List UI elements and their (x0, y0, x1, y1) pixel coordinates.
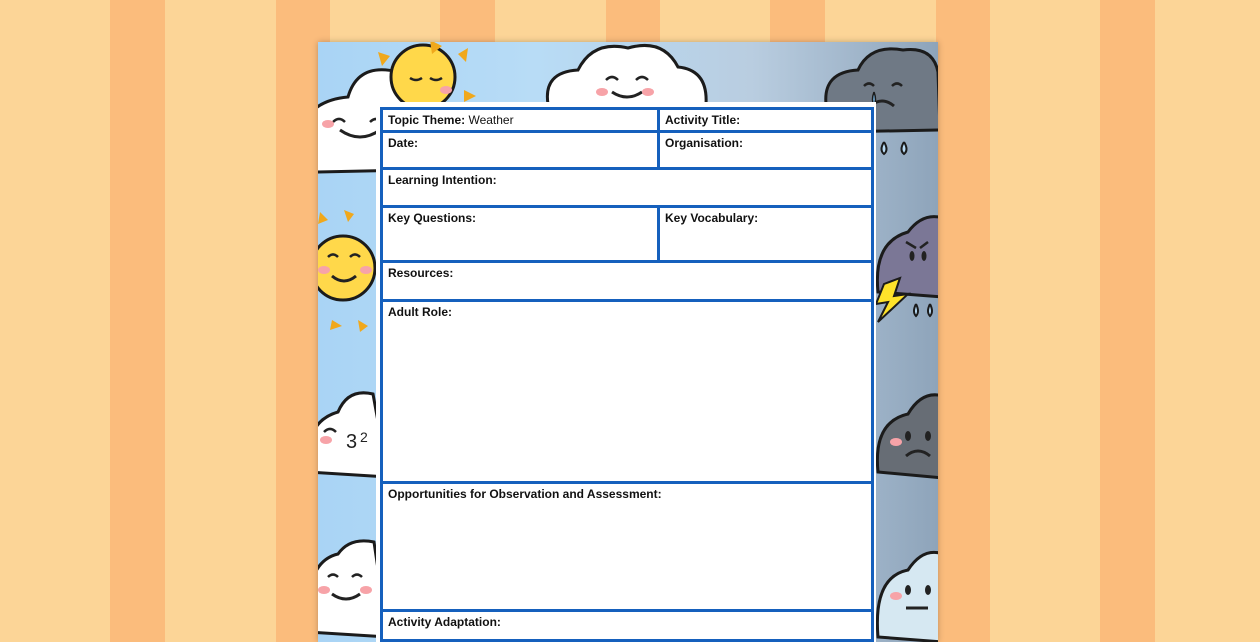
organisation-field[interactable] (657, 130, 874, 170)
sad-storm-cloud-icon (877, 395, 938, 478)
topic-theme-label: Topic Theme: (388, 113, 466, 127)
resources-label: Resources: (388, 266, 454, 280)
observation-assessment-label: Opportunities for Observation and Assessment: (388, 487, 662, 501)
key-vocabulary-label: Key Vocabulary: (665, 211, 759, 225)
date-label: Date: (388, 136, 419, 150)
key-questions-label: Key Questions: (388, 211, 477, 225)
activity-adaptation-label: Activity Adaptation: (388, 615, 501, 629)
adult-role-field[interactable] (380, 299, 874, 484)
observation-assessment-field[interactable] (380, 481, 874, 612)
resources-field[interactable] (380, 260, 874, 302)
adult-role-label: Adult Role: (388, 305, 452, 319)
smiling-sun-icon (318, 210, 375, 332)
key-vocabulary-field[interactable] (657, 205, 874, 263)
activity-planner-form (376, 102, 876, 642)
topic-theme-value: Weather (468, 113, 514, 127)
learning-intention-field[interactable] (380, 167, 874, 208)
svg-text:3: 3 (346, 431, 358, 453)
activity-title-label: Activity Title: (665, 113, 741, 127)
date-field[interactable] (380, 130, 660, 170)
smiling-cloud-icon (547, 45, 706, 104)
smiling-cloud-icon (877, 552, 938, 642)
learning-intention-label: Learning Intention: (388, 173, 497, 187)
key-questions-field[interactable] (380, 205, 660, 263)
thunder-cloud-icon (876, 217, 938, 322)
organisation-label: Organisation: (665, 136, 744, 150)
activity-adaptation-field[interactable] (380, 609, 874, 642)
svg-text:2: 2 (360, 429, 368, 445)
